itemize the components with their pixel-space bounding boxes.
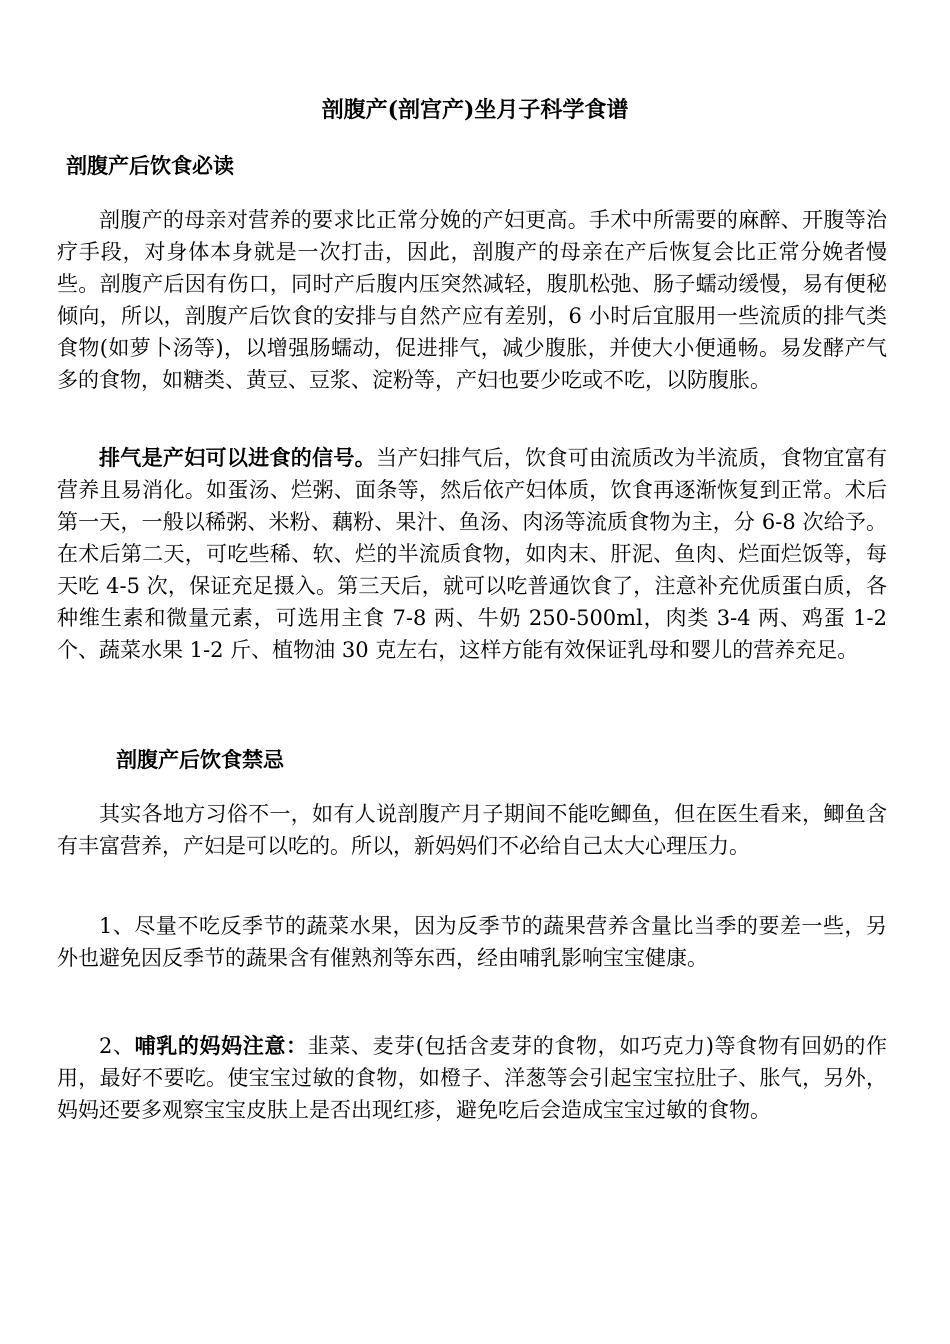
paragraph-nursing-mothers [57, 1030, 887, 1126]
emphasis-eating-signal: 排气是产妇可以进食的信号。 [99, 445, 376, 470]
section-heading-must-read: 剖腹产后饮食必读 [66, 153, 234, 178]
paragraph-local-customs: 其实各地方习俗不一，如有人说剖腹产月子期间不能吃鲫鱼，但在医生看来，鲫鱼含有丰富营养，产妇是可以吃的。所以，新妈妈们不必给自己太大心理压力。 [57, 802, 887, 858]
paragraph-seasonal-produce: 1、尽量不吃反季节的蔬菜水果，因为反季节的蔬果营养含量比当季的要差一些，另外也避免因反季节的蔬果含有催熟剂等东西，经由哺乳影响宝宝健康。 [57, 914, 887, 970]
paragraph-nutrition-needs: 剖腹产的母亲对营养的要求比正常分娩的产妇更高。手术中所需要的麻醉、开腹等治疗手段，对身体本身就是一次打击，因此，剖腹产的母亲在产后恢复会比正常分娩者慢些。剖腹产后因有伤口，同时产后腹内压突然减轻，腹肌松弛、肠子蠕动缓慢，易有便秘倾向，所以，剖腹产后饮食的安排与自然产应有差别，6 小时后宜服用一些流质的排气类食物(如萝卜汤等)，以增强肠蠕动，促进排气，减少腹胀，并使大小便通畅。易发酵产气多的食物，如糖类、黄豆、豆浆、淀粉等，产妇也要少吃或不吃，以防腹胀。 [57, 208, 887, 392]
list-number: 2、 [99, 1034, 135, 1058]
emphasis-nursing-mothers: 哺乳的妈妈注意： [134, 1033, 308, 1058]
paragraph-eating-signal-body: 当产妇排气后，饮食可由流质改为半流质，食物宜富有营养且易消化。如蛋汤、烂粥、面条等，然后依产妇体质，饮食再逐渐恢复到正常。术后第一天，一般以稀粥、米粉、藕粉、果汁、鱼汤、肉汤等流质食物为主，分 6-8 次给予。在术后第二天，可吃些稀、软、烂的半流质食物，如肉末、肝泥、鱼肉、烂面烂饭等，每天吃 4-5 次，保证充足摄入。第三天后，就可以吃普通饮食了，注意补充优质蛋白质，各种维生素和微量元素，可选用主食 7-8 两、牛奶 250-500ml，肉类 3-4 两、鸡蛋 1-2 个、蔬菜水果 1-2 斤、植物油 30 克左右，这样方能有效保证乳母和婴儿的营养充足。 [57, 446, 888, 662]
section-heading-taboos: 剖腹产后饮食禁忌 [116, 747, 284, 772]
document-title: 剖腹产(剖宫产)坐月子科学食谱 [321, 97, 629, 123]
paragraph-eating-signal [57, 442, 887, 666]
paragraph-nursing-mothers-body: 韭菜、麦芽(包括含麦芽的食物，如巧克力)等食物有回奶的作用，最好不要吃。使宝宝过敏的食物，如橙子、洋葱等会引起宝宝拉肚子、胀气，另外，妈妈还要多观察宝宝皮肤上是否出现红疹，避免吃后会造成宝宝过敏的食物。 [57, 1034, 887, 1122]
